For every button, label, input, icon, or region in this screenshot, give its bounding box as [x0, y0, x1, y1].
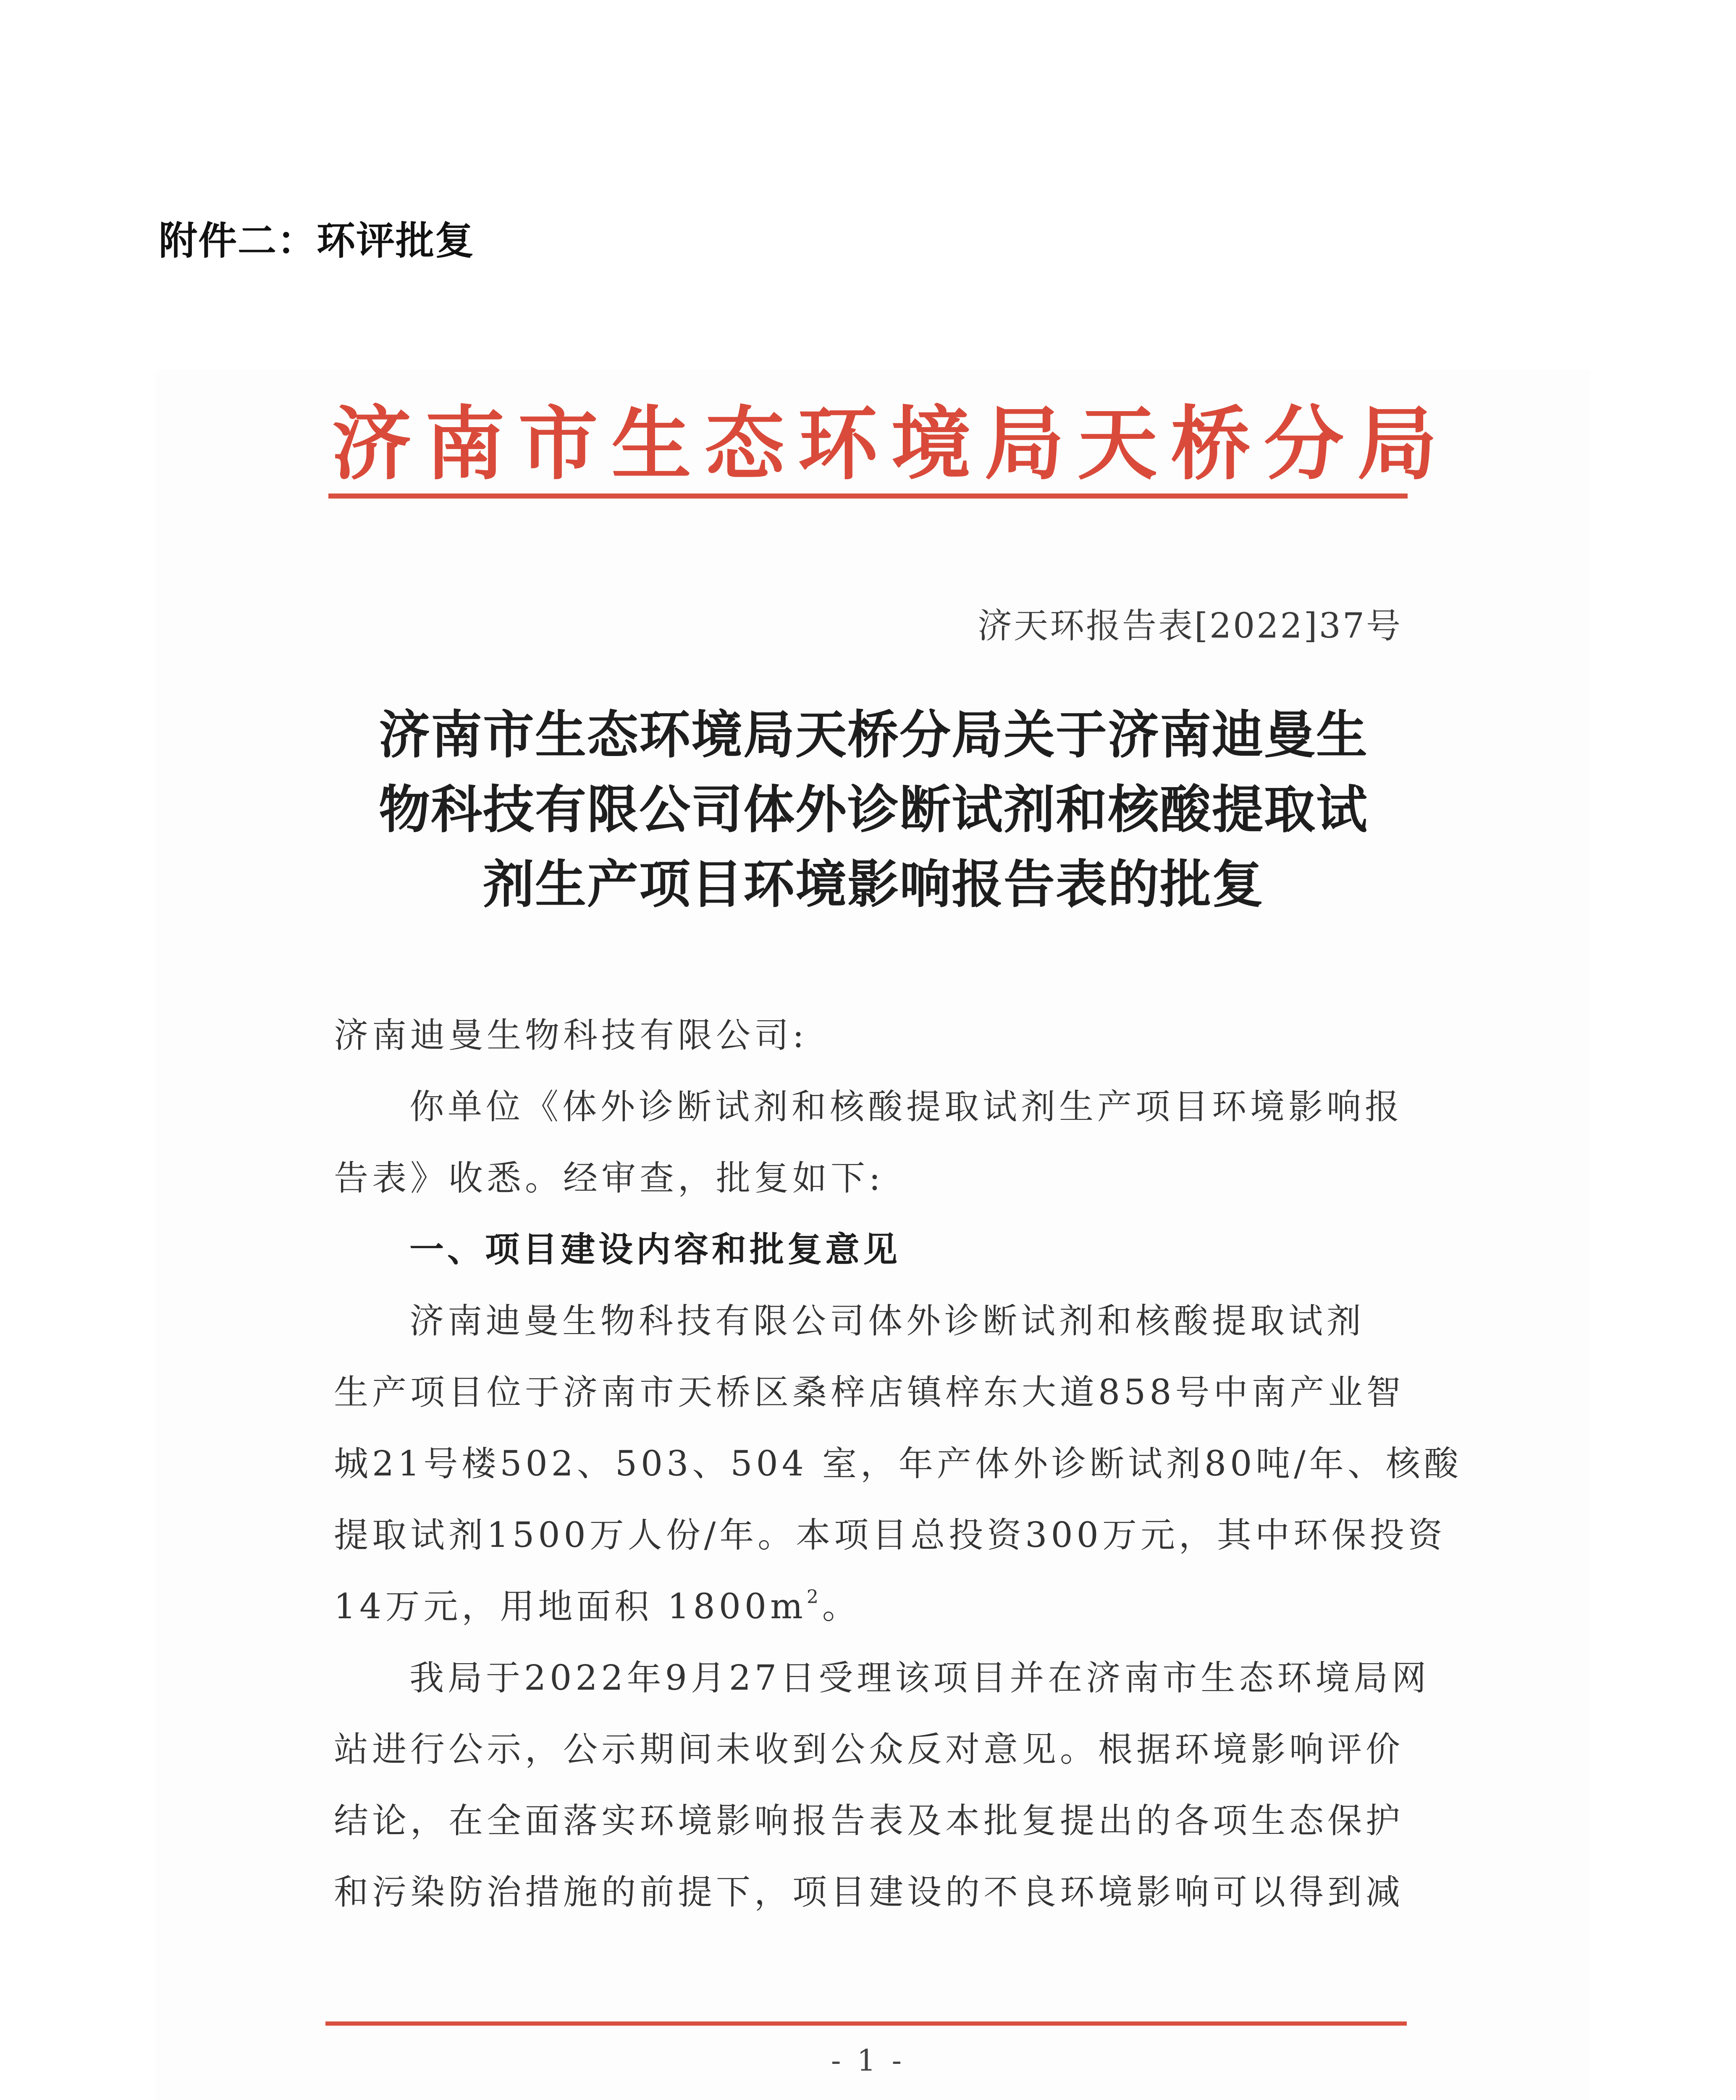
area-text: 14万元，用地面积 1800m — [334, 1587, 807, 1627]
paragraph-line: 提取试剂1500万人份/年。本项目总投资300万元，其中环保投资 — [334, 1515, 1446, 1555]
paragraph-line: 和污染防治措施的前提下，项目建设的不良环境影响可以得到减 — [334, 1872, 1404, 1912]
paragraph-line: 站进行公示，公示期间未收到公众反对意见。根据环境影响评价 — [334, 1730, 1404, 1769]
title-line: 剂生产项目环境影响报告表的批复 — [483, 854, 1264, 914]
area-unit-exponent: 2 — [806, 1586, 822, 1608]
title-line: 物科技有限公司体外诊断试剂和核酸提取试 — [379, 779, 1368, 840]
document-title — [336, 697, 1411, 921]
paragraph-line: 生产项目位于济南市天桥区桑梓店镇梓东大道858号中南产业智 — [334, 1373, 1405, 1412]
salutation: 济南迪曼生物科技有限公司: — [334, 1016, 808, 1055]
letterhead-title: 济南市生态环境局天桥分局 — [332, 397, 1451, 491]
paragraph-line — [334, 1579, 860, 1628]
paragraph-line: 城21号楼502、503、504 室，年产体外诊断试剂80吨/年、核酸 — [334, 1444, 1462, 1484]
letter-page-number: - 1 - — [831, 2043, 905, 2078]
attachment-label: 附件二：环评批复 — [159, 218, 475, 263]
intro-line: 告表》收悉。经审查，批复如下: — [334, 1158, 884, 1198]
title-line: 济南市生态环境局天桥分局关于济南迪曼生 — [379, 704, 1368, 765]
sentence-end: 。 — [822, 1587, 860, 1627]
paragraph-line: 结论，在全面落实环境影响报告表及本批复提出的各项生态保护 — [334, 1801, 1404, 1841]
document-number: 济天环报告表[2022]37号 — [977, 606, 1402, 646]
paragraph-line: 济南迪曼生物科技有限公司体外诊断试剂和核酸提取试剂 — [409, 1301, 1365, 1341]
letterhead-rule — [328, 494, 1408, 499]
section-heading: 一、项目建设内容和批复意见 — [409, 1230, 901, 1270]
footer-rule — [325, 2021, 1407, 2026]
paragraph-line: 我局于2022年9月27日受理该项目并在济南市生态环境局网 — [409, 1658, 1430, 1698]
intro-line: 你单位《体外诊断试剂和核酸提取试剂生产项目环境影响报 — [409, 1087, 1403, 1127]
